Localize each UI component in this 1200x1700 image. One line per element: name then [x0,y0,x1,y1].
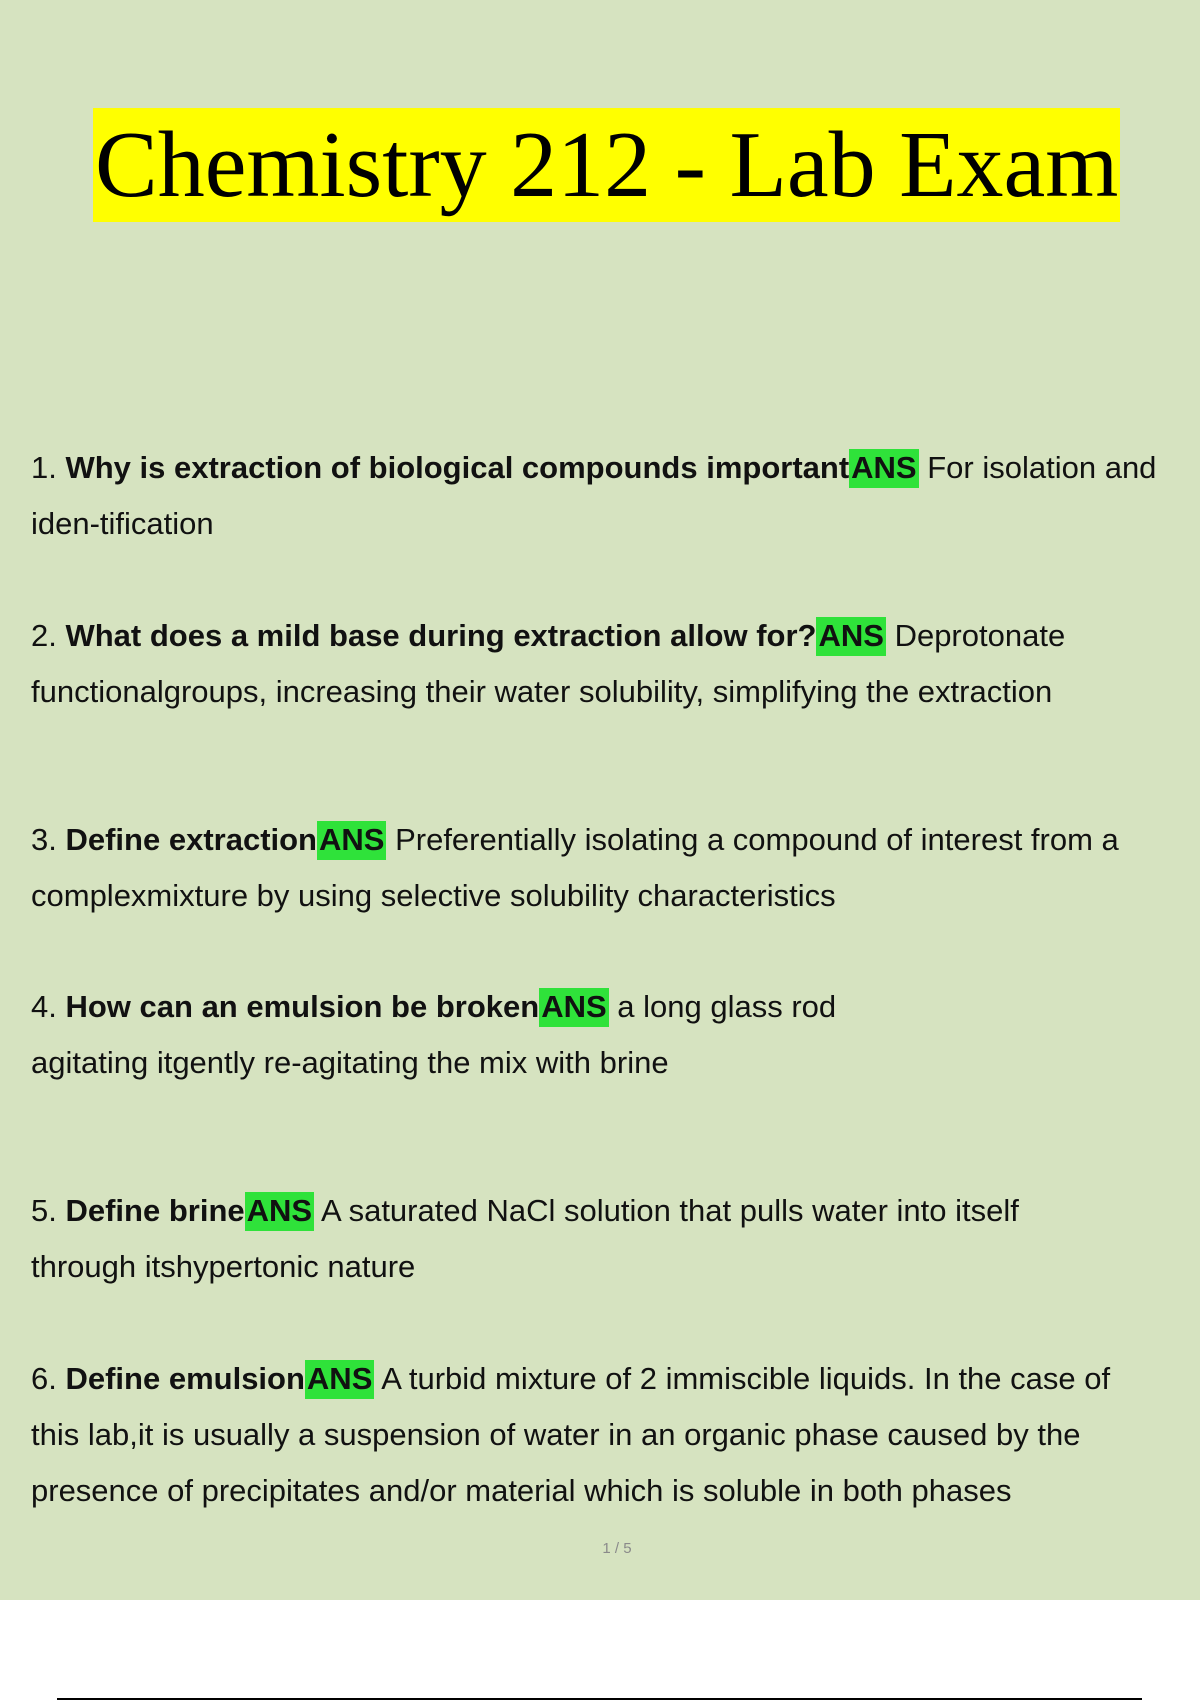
answer-continuation: through itshypertonic nature [31,1249,416,1284]
ans-tag: ANS [305,1360,374,1399]
answer-text: Deprotonate [894,618,1066,653]
answer-continuation: this lab,it is usually a suspension of water in an organic phase caused by the [31,1417,1081,1452]
answer-continuation: iden-tification [31,506,214,541]
question-number: 4. [31,989,57,1024]
question-text: Define emulsion [65,1361,305,1396]
ans-tag: ANS [539,988,608,1027]
question-item-6 [31,1351,1200,1519]
page-title: Chemistry 212 - Lab Exam [93,108,1120,222]
question-line [31,812,1200,868]
question-text: Why is extraction of biological compounds important [65,450,850,485]
question-item-1 [31,440,1200,552]
answer-text: Preferentially isolating a compound of interest from a [395,822,1119,857]
page-indicator: 1 / 5 [602,1540,632,1557]
question-item-5 [31,1183,1200,1295]
answer-continuation: complexmixture by using selective solubility characteristics [31,878,836,913]
question-number: 3. [31,822,57,857]
answer-text: For isolation and [927,450,1157,485]
question-text: Define extraction [65,822,317,857]
question-text: What does a mild base during extraction allow for? [65,618,817,653]
question-number: 5. [31,1193,57,1228]
question-line [31,608,1200,664]
ans-tag: ANS [849,449,918,488]
question-item-2 [31,608,1200,720]
question-item-4 [31,979,1200,1091]
answer-text: A turbid mixture of 2 immiscible liquids. In the case of [381,1361,1111,1396]
question-number: 2. [31,618,57,653]
question-number: 1. [31,450,57,485]
question-line [31,440,1200,496]
answer-continuation: functionalgroups, increasing their water solubility, simplifying the extraction [31,674,1053,709]
answer-text: A saturated NaCl solution that pulls water into itself [321,1193,1019,1228]
question-number: 6. [31,1361,57,1396]
question-line [31,1183,1200,1239]
ans-tag: ANS [317,821,386,860]
ans-tag: ANS [245,1192,314,1231]
answer-continuation: presence of precipitates and/or material which is soluble in both phases [31,1473,1012,1508]
answer-text: a long glass rod [617,989,837,1024]
answer-continuation: agitating itgently re-agitating the mix with brine [31,1045,669,1080]
question-text: How can an emulsion be broken [65,989,540,1024]
ans-tag: ANS [816,617,885,656]
question-line [31,1351,1200,1407]
question-text: Define brine [65,1193,245,1228]
question-line [31,979,1200,1035]
question-item-3 [31,812,1200,924]
